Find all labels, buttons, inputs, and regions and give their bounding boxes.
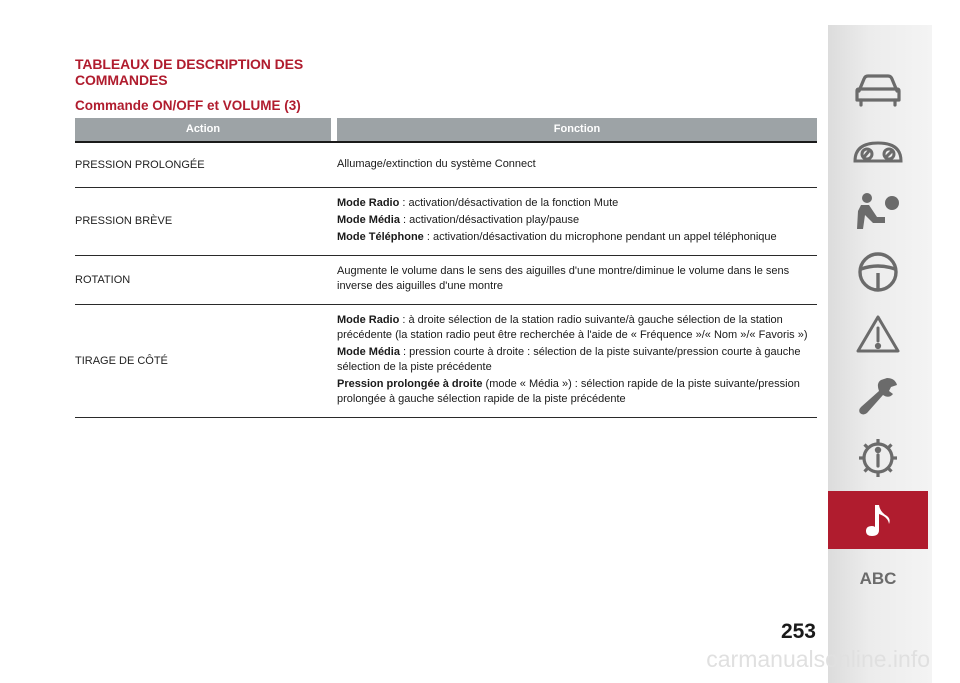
function-line: [337, 313, 811, 343]
dashboard-icon[interactable]: [828, 123, 928, 181]
header-action: Action: [75, 118, 331, 142]
mode-label: Mode Téléphone: [337, 231, 424, 243]
action-cell: TIRAGE DE CÔTÉ: [75, 305, 331, 418]
table-row: [75, 256, 817, 305]
gear-info-icon[interactable]: [828, 429, 928, 487]
section-title-line1: TABLEAUX DE DESCRIPTION DES: [75, 56, 304, 72]
mode-label: Mode Média: [337, 214, 400, 226]
table-row: [75, 188, 817, 256]
header-function: Fonction: [337, 118, 817, 142]
wrench-icon[interactable]: [828, 367, 928, 425]
section-title: [75, 56, 303, 88]
function-text: : à droite sélection de la station radio suivante/à gauche sélection de la station précédente (la station radio peut être recherchée à l'aide de « Fréquence »/« Nom »/« Favoris »): [337, 314, 808, 341]
page-number: 253: [780, 620, 816, 643]
function-line: [337, 345, 811, 375]
car-icon[interactable]: [828, 60, 928, 118]
steering-wheel-icon[interactable]: [828, 243, 928, 301]
table-header-row: [75, 118, 817, 142]
music-note-icon[interactable]: [828, 491, 928, 549]
function-cell: [337, 188, 817, 256]
mode-label: Mode Radio: [337, 197, 400, 209]
function-text: : activation/désactivation de la fonction Mute: [399, 197, 619, 209]
mode-label: Mode Radio: [337, 314, 400, 326]
function-cell: [337, 256, 817, 305]
function-line: [337, 213, 811, 228]
function-line: [337, 230, 811, 245]
function-text: Allumage/extinction du système Connect: [337, 157, 536, 170]
commands-table: [75, 118, 817, 418]
action-cell: PRESSION BRÈVE: [75, 188, 331, 256]
action-cell: PRESSION PROLONGÉE: [75, 142, 331, 188]
function-text: (mode « Média ») : sélection rapide de la piste suivante/pression prolongée à gauche sélection rapide de la piste précédente: [337, 378, 800, 405]
function-line: [337, 157, 811, 172]
function-cell: [337, 305, 817, 418]
warning-icon[interactable]: [828, 305, 928, 363]
watermark: carmanualsonline.info: [706, 646, 930, 672]
table-row: [75, 142, 817, 188]
chapter-sidebar: [828, 25, 932, 683]
airbag-icon[interactable]: [828, 182, 928, 240]
function-cell: [337, 142, 817, 188]
subsection-title: Commande ON/OFF et VOLUME (3): [75, 98, 301, 113]
function-text: Augmente le volume dans le sens des aiguilles d'une montre/diminue le volume dans le sens inverse des aiguilles d'une montre: [337, 265, 790, 292]
function-text: : activation/désactivation du microphone pendant un appel téléphonique: [423, 231, 777, 243]
function-text: : pression courte à droite : sélection de la piste suivante/pression courte à gauche sélection de la piste précédente: [337, 346, 801, 373]
mode-label: Pression prolongée à droite: [337, 378, 483, 390]
table-row: [75, 305, 817, 418]
mode-label: Mode Média: [337, 346, 400, 358]
function-line: [337, 264, 811, 294]
index-abc-label[interactable]: ABC: [859, 569, 897, 588]
action-cell: ROTATION: [75, 256, 331, 305]
function-line: [337, 377, 811, 407]
section-title-line2: COMMANDES: [75, 72, 168, 88]
function-text: : activation/désactivation play/pause: [399, 214, 580, 226]
function-line: [337, 196, 811, 211]
